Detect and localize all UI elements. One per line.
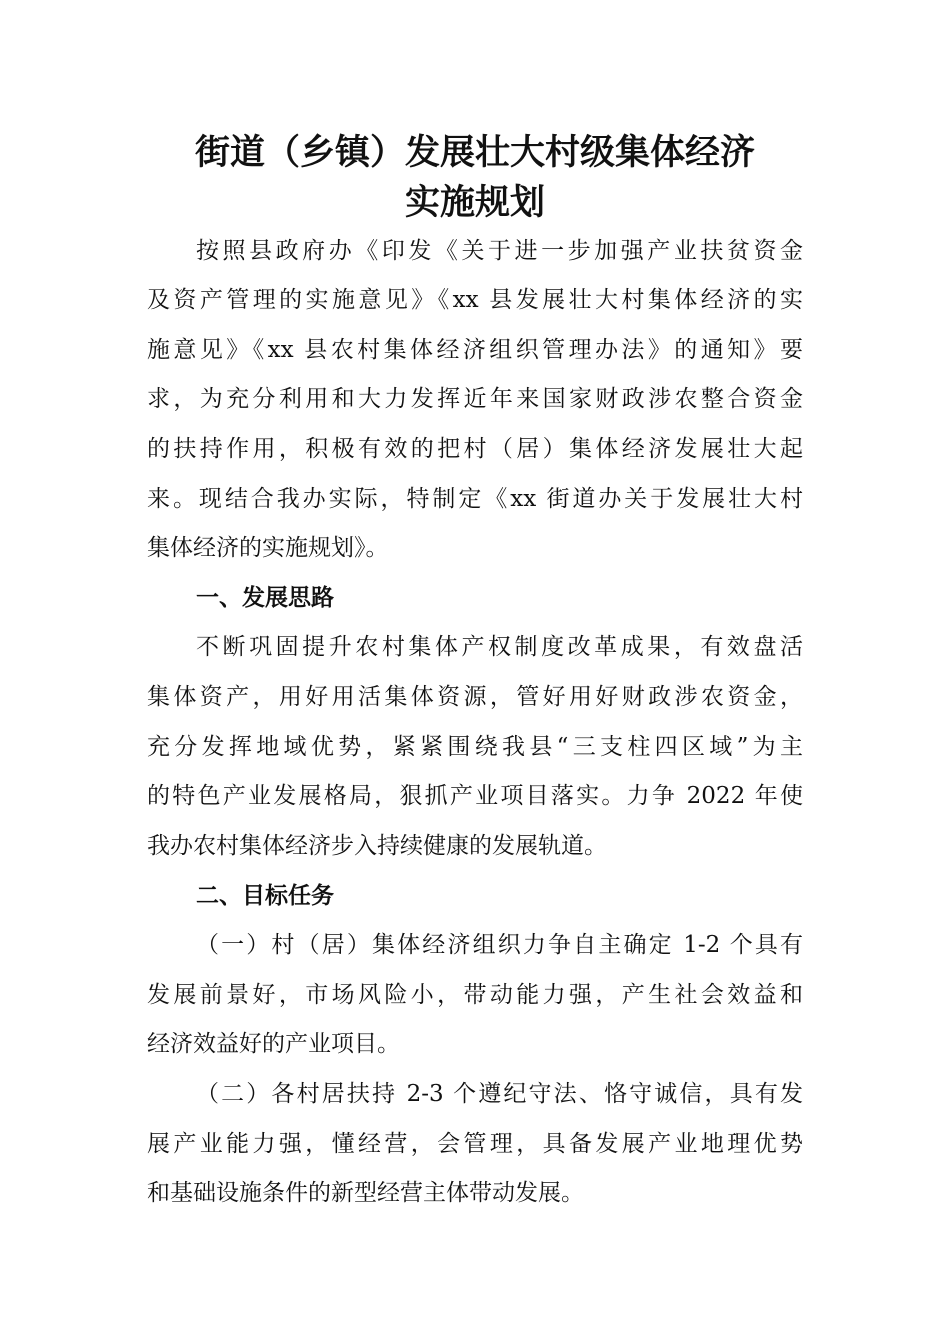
document-title-line-2: 实施规划 xyxy=(404,183,545,223)
section1-line: 集体资产，用好用活集体资源，管好用好财政涉农资金， xyxy=(147,684,803,710)
section2-item1-line: （一）村（居）集体经济组织力争自主确定 1-2 个具有 xyxy=(196,932,803,958)
section1-line: 的特色产业发展格局，狠抓产业项目落实。力争 2022 年使 xyxy=(147,783,803,809)
section-heading-1: 一、发展思路 xyxy=(196,585,334,611)
document-title-line-1: 街道（乡镇）发展壮大村级集体经济 xyxy=(194,133,755,173)
section2-item2-line: 和基础设施条件的新型经营主体带动发展。 xyxy=(147,1180,584,1206)
section-heading-2: 二、目标任务 xyxy=(196,883,334,909)
intro-line: 施意见》《xx 县农村集体经济组织管理办法》的通知》要 xyxy=(147,337,803,363)
intro-line: 按照县政府办《印发《关于进一步加强产业扶贫资金 xyxy=(196,238,803,264)
section2-item2-line: 展产业能力强，懂经营，会管理，具备发展产业地理优势 xyxy=(147,1131,803,1157)
section2-item2-line: （二）各村居扶持 2-3 个遵纪守法、恪守诚信，具有发 xyxy=(196,1081,803,1107)
intro-line: 求，为充分利用和大力发挥近年来国家财政涉农整合资金 xyxy=(147,386,803,412)
section2-item1-line: 发展前景好，市场风险小，带动能力强，产生社会效益和 xyxy=(147,982,803,1008)
section1-line: 我办农村集体经济步入持续健康的发展轨道。 xyxy=(147,833,607,859)
section1-line: 充分发挥地域优势，紧紧围绕我县“三支柱四区域”为主 xyxy=(147,734,803,760)
section1-line: 不断巩固提升农村集体产权制度改革成果，有效盘活 xyxy=(196,634,803,660)
intro-line: 来。现结合我办实际，特制定《xx 街道办关于发展壮大村 xyxy=(147,486,803,512)
intro-line: 及资产管理的实施意见》《xx 县发展壮大村集体经济的实 xyxy=(147,287,803,313)
section2-item1-line: 经济效益好的产业项目。 xyxy=(147,1031,400,1057)
intro-line: 集体经济的实施规划》。 xyxy=(147,535,389,561)
intro-line: 的扶持作用，积极有效的把村（居）集体经济发展壮大起 xyxy=(147,436,803,462)
